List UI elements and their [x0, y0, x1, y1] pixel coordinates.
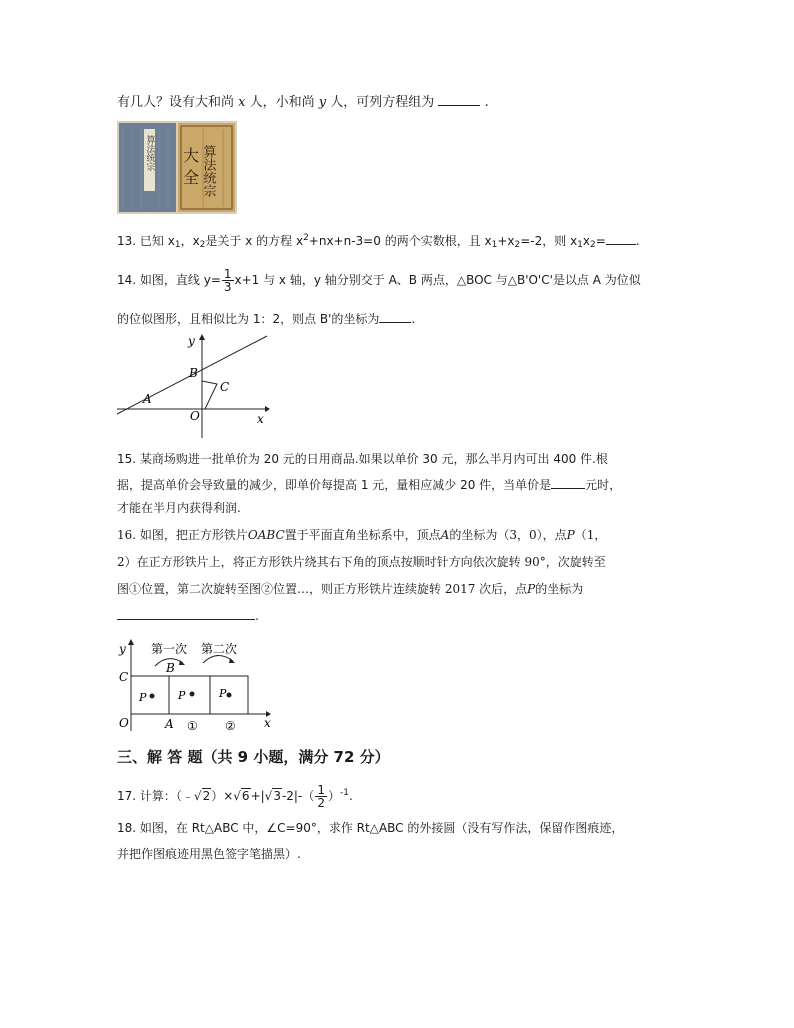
- q12-mid1: 人，小和尚: [249, 95, 315, 110]
- segment-boc: [202, 381, 217, 409]
- label-a: A: [165, 717, 174, 731]
- square-rotation-1: [169, 676, 210, 714]
- q16-answer-blank: [117, 607, 255, 620]
- q12-var-x: x: [238, 95, 246, 110]
- label-o: O: [119, 716, 129, 730]
- q16-line2: 2）在正方形铁片上，将正方形铁片绕其右下角的顶点按顺时针方向依次旋转 90°，次旋转至: [117, 555, 606, 569]
- q12-mid2: 人，可列方程组为: [330, 95, 435, 110]
- label-b: B: [166, 661, 175, 675]
- q15-answer-blank: [551, 476, 585, 489]
- q14-line2: 的位似图形，且相似比为 1：2，则点 B'的坐标为 .: [117, 312, 416, 326]
- section-heading-3: 三、解 答 题（共 9 小题，满分 72 分）: [117, 748, 390, 766]
- label-c: C: [119, 670, 129, 684]
- q18-line1: 18. 如图，在 Rt△ABC 中，∠C=90°，求作 Rt△ABC 的外接圆（没有写作法，保留作图痕迹，: [117, 821, 624, 835]
- q14-figure: [115, 333, 270, 440]
- label-p-2: P: [219, 687, 227, 700]
- q16-line3: 图①位置，第二次旋转至图②位置…，则正方形铁片连续旋转 2017 次后，点P的坐标为: [117, 582, 584, 596]
- q17-fraction: $\frac{1}{2}$: [317, 783, 325, 810]
- label-circle-2: ②: [225, 719, 236, 733]
- q16-figure: [113, 635, 278, 735]
- q12-answer-blank: [438, 93, 480, 106]
- q13-line: 13. 已知 $x_1$，$x_2$是关于 x 的方程 $x^2+nx+n-3=0$ 的两个实数根，且 $x_1+x_2=-2$，则 $x_1x_2=$ .: [117, 233, 640, 250]
- q16-line1: 16. 如图，把正方形铁片OABC置于平面直角坐标系中，顶点A的坐标为（3，0），点P（1，: [117, 528, 607, 542]
- q13-answer-blank: [606, 232, 636, 245]
- q15-line3: 才能在半月内获得利润.: [117, 501, 241, 515]
- arrow-second: [203, 655, 233, 663]
- label-circle-1: ①: [187, 719, 198, 733]
- q12-line: 有几人？设有大和尚 x 人，小和尚 y 人，可列方程组为 .: [117, 95, 489, 110]
- label-b: B: [189, 366, 198, 380]
- label-second: 第二次: [201, 642, 238, 656]
- q14-line1: 14. 如图，直线 y= $\frac{1}{3}$ x+1 与 x 轴，y 轴分别交于 A、B 两点，△BOC 与△B'O'C'是以点 A 为位似: [117, 267, 641, 294]
- q15-line1: 15. 某商场购进一批单价为 20 元的日用商品.如果以单价 30 元，那么半月内可出 400 件.根: [117, 452, 608, 466]
- label-y: y: [188, 334, 195, 348]
- label-y: y: [119, 642, 126, 656]
- label-p-1: P: [178, 689, 186, 702]
- right-book-title: 算法统宗: [200, 145, 216, 197]
- q12-text: 有几人？设有大和尚: [117, 95, 235, 110]
- q18-line2: 并把作图痕迹用黑色签字笔描黑）.: [117, 847, 301, 861]
- q16-line4: .: [117, 607, 259, 625]
- point-p-1: [190, 692, 195, 697]
- label-c: C: [220, 380, 230, 394]
- label-o: O: [190, 409, 200, 423]
- label-x: x: [257, 412, 264, 426]
- q14-fraction: $\frac{1}{3}$: [223, 267, 232, 294]
- q12-var-y: y: [318, 95, 327, 110]
- point-p-original: [150, 694, 155, 699]
- q17-line: 17. 计算：（﹣√2）×√6+|√3-2|-（ $\frac{1}{2}$ ）$^{-1}$.: [117, 783, 353, 810]
- label-a: A: [143, 392, 152, 406]
- label-first: 第一次: [151, 642, 188, 656]
- right-book-char-a: 大: [183, 146, 200, 165]
- right-book-char-b: 全: [183, 168, 200, 187]
- book-image: [117, 121, 237, 214]
- point-p-2: [227, 693, 232, 698]
- q15-line2: 据，提高单价会导致量的减少，即单价每提高 1 元，量相应减少 20 件，当单价是 元时，: [117, 478, 622, 492]
- q14-answer-blank: [379, 310, 411, 323]
- label-p-original: P: [139, 691, 147, 704]
- label-x: x: [264, 716, 271, 730]
- left-book-title: 算法统宗: [144, 135, 155, 171]
